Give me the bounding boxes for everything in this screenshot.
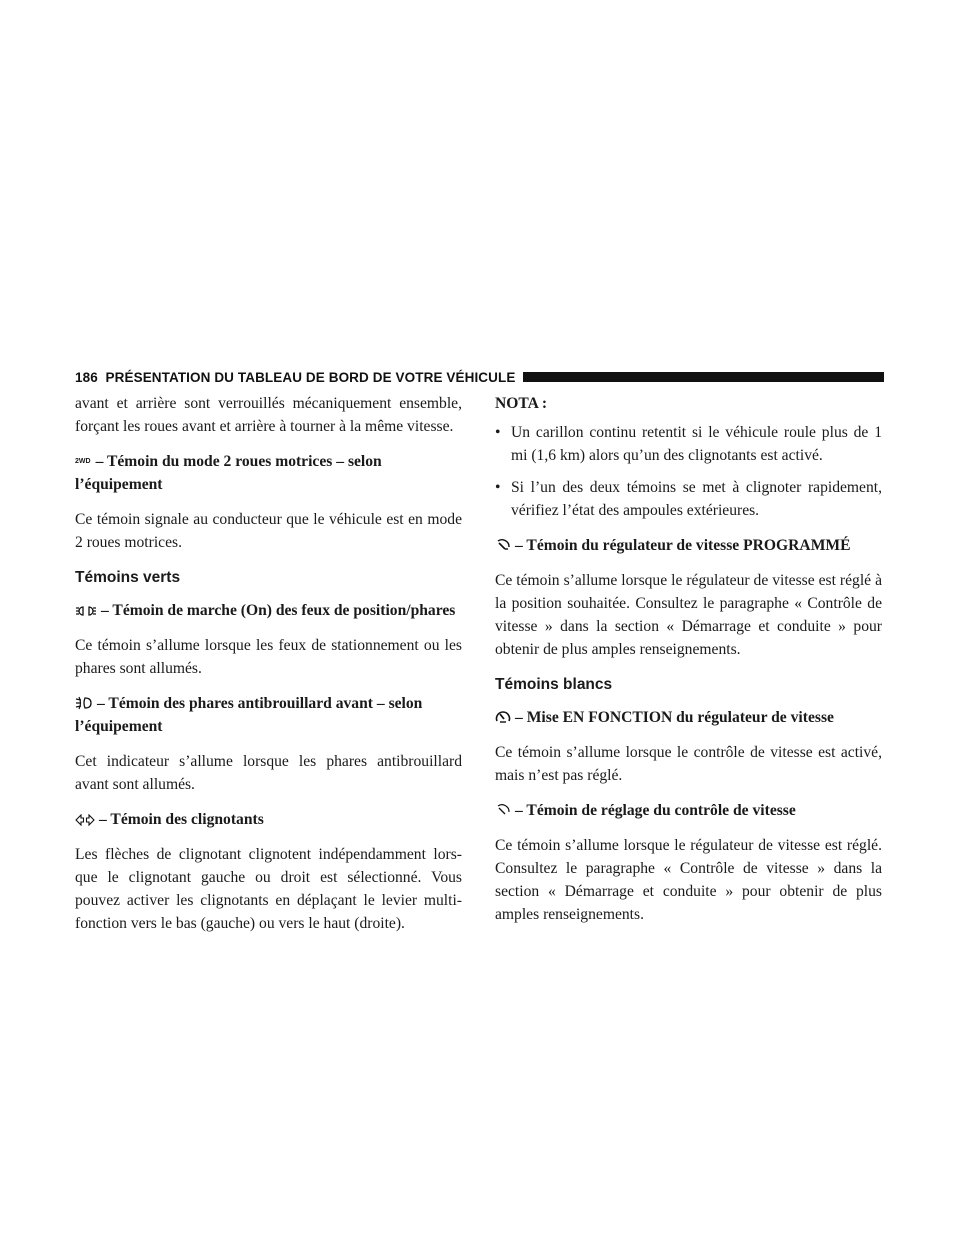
cruise-set-title: – Témoin du régulateur de vitesse PROGRAMMÉ <box>515 537 851 554</box>
page-header <box>75 368 884 386</box>
twowd-heading <box>75 450 462 496</box>
twowd-title: – Témoin du mode 2 roues motrices – selon l’équipement <box>75 453 382 493</box>
twowd-body: Ce témoin signale au conducteur que le véhicule est en mode 2 roues motrices. <box>75 511 462 551</box>
parking-heading <box>75 599 462 622</box>
cruise-on-body: Ce témoin s’allume lorsque le contrôle de vitesse est activé, mais n’est pas réglé. <box>495 744 882 784</box>
speedometer-set-icon <box>495 538 511 552</box>
parking-body: Ce témoin s’allume lorsque les feux de stationnement ou les phares sont allumés. <box>75 637 462 677</box>
turn-signal-icon <box>75 814 95 826</box>
parking-lights-icon <box>75 605 97 617</box>
nota-label: NOTA : <box>495 395 548 412</box>
turn-body: Les flèches de clignotant clignotent indépendamment lors-que le clignotant gauche ou droit est sélectionné. Vous pouvez activer les clignotants en déplaçant le levier multi-fonction vers le bas (gauche) ou vers le haut (droite). <box>75 846 462 932</box>
list-item: • Un carillon continu retentit si le véhicule roule plus de 1 mi (1,6 km) alors qu’un des clignotants est activé. <box>495 424 882 464</box>
header-title: PRÉSENTATION DU TABLEAU DE BORD DE VOTRE VÉHICULE <box>105 369 516 385</box>
cruise-set-heading <box>495 534 882 557</box>
cruise-adjust-title: – Témoin de réglage du contrôle de vitesse <box>515 802 796 819</box>
fog-title: – Témoin des phares antibrouillard avant – selon l’équipement <box>75 695 423 735</box>
white-section-title: Témoins blancs <box>495 676 613 693</box>
header-rule <box>523 372 884 382</box>
bullet-text-1: Un carillon continu retentit si le véhicule roule plus de 1 mi (1,6 km) alors qu’un des clignotants est activé. <box>511 424 882 464</box>
page-header-text <box>75 370 515 385</box>
left-column <box>75 392 462 947</box>
fog-body: Cet indicateur s’allume lorsque les phares antibrouillard avant sont allumés. <box>75 753 462 793</box>
speedometer-icon <box>495 710 511 724</box>
intro-paragraph: avant et arrière sont verrouillés mécaniquement ensemble, forçant les roues avant et arrière à tourner à la même vitesse. <box>75 395 462 435</box>
page-number: 186 <box>75 369 98 385</box>
bullet-text-2: Si l’un des deux témoins se met à clignoter rapidement, vérifiez l’état des ampoules extérieures. <box>511 479 882 519</box>
green-section-title: Témoins verts <box>75 569 181 586</box>
parking-title: – Témoin de marche (On) des feux de position/phares <box>101 602 456 619</box>
list-item: • Si l’un des deux témoins se met à clignoter rapidement, vérifiez l’état des ampoules extérieures. <box>495 479 882 519</box>
speedometer-adjust-icon <box>495 803 511 817</box>
cruise-on-heading <box>495 706 882 729</box>
turn-title: – Témoin des clignotants <box>99 811 264 828</box>
cruise-adjust-heading <box>495 799 882 822</box>
twowd-icon: 2WD <box>75 458 91 465</box>
fog-heading <box>75 692 462 738</box>
cruise-adjust-body: Ce témoin s’allume lorsque le régulateur de vitesse est réglé. Consultez le paragraphe « Contrôle de vitesse » dans la section « Démarrage et conduite » pour obtenir de plus amples renseignements. <box>495 837 882 923</box>
cruise-set-body: Ce témoin s’allume lorsque le régulateur de vitesse est réglé à la position souhaitée. Consultez le paragraphe « Contrôle de vitesse » dans la section « Démarrage et conduite » pour obtenir de plus amples renseignements. <box>495 572 882 658</box>
turn-heading <box>75 808 462 831</box>
right-column <box>495 392 882 938</box>
cruise-on-title: – Mise EN FONCTION du régulateur de vitesse <box>515 709 834 726</box>
nota-list <box>495 421 882 522</box>
front-fog-light-icon <box>75 696 93 710</box>
